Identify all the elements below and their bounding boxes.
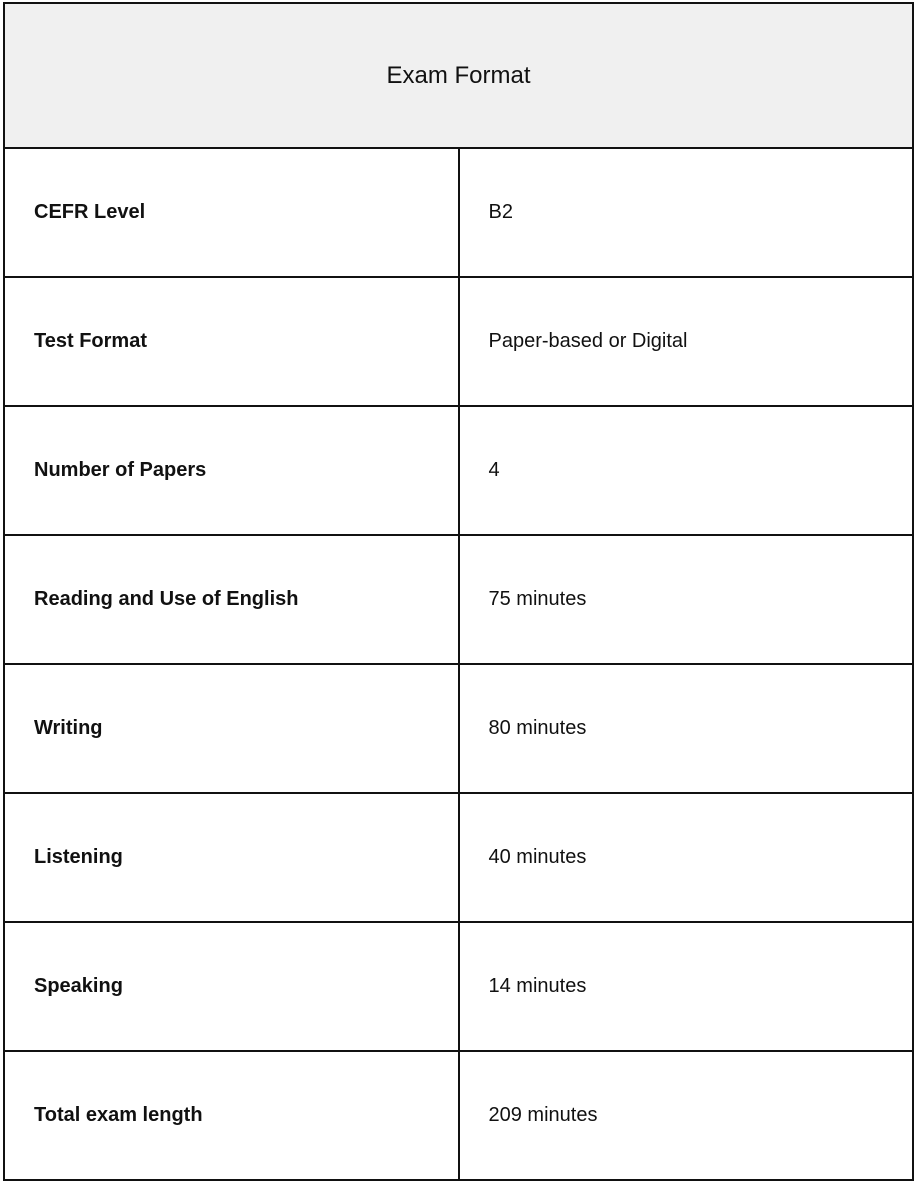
row-value: B2 (459, 148, 914, 277)
row-value: Paper-based or Digital (459, 277, 914, 406)
row-label: Total exam length (4, 1051, 459, 1180)
table-row-number-of-papers (4, 406, 913, 535)
table-header-row (4, 3, 913, 148)
table-row-cefr-level (4, 148, 913, 277)
row-value: 14 minutes (459, 922, 914, 1051)
row-label: Writing (4, 664, 459, 793)
row-value: 80 minutes (459, 664, 914, 793)
table-row-total-exam-length (4, 1051, 913, 1180)
row-label: Speaking (4, 922, 459, 1051)
table-title: Exam Format (4, 3, 913, 148)
table-row-writing (4, 664, 913, 793)
table-row-test-format (4, 277, 913, 406)
table-row-speaking (4, 922, 913, 1051)
row-label: Number of Papers (4, 406, 459, 535)
row-value: 40 minutes (459, 793, 914, 922)
row-label: Reading and Use of English (4, 535, 459, 664)
table-row-listening (4, 793, 913, 922)
row-value: 75 minutes (459, 535, 914, 664)
table-row-reading-and-use-of-english (4, 535, 913, 664)
exam-format-table (3, 2, 914, 1181)
row-value: 4 (459, 406, 914, 535)
row-label: Listening (4, 793, 459, 922)
row-value: 209 minutes (459, 1051, 914, 1180)
row-label: CEFR Level (4, 148, 459, 277)
row-label: Test Format (4, 277, 459, 406)
